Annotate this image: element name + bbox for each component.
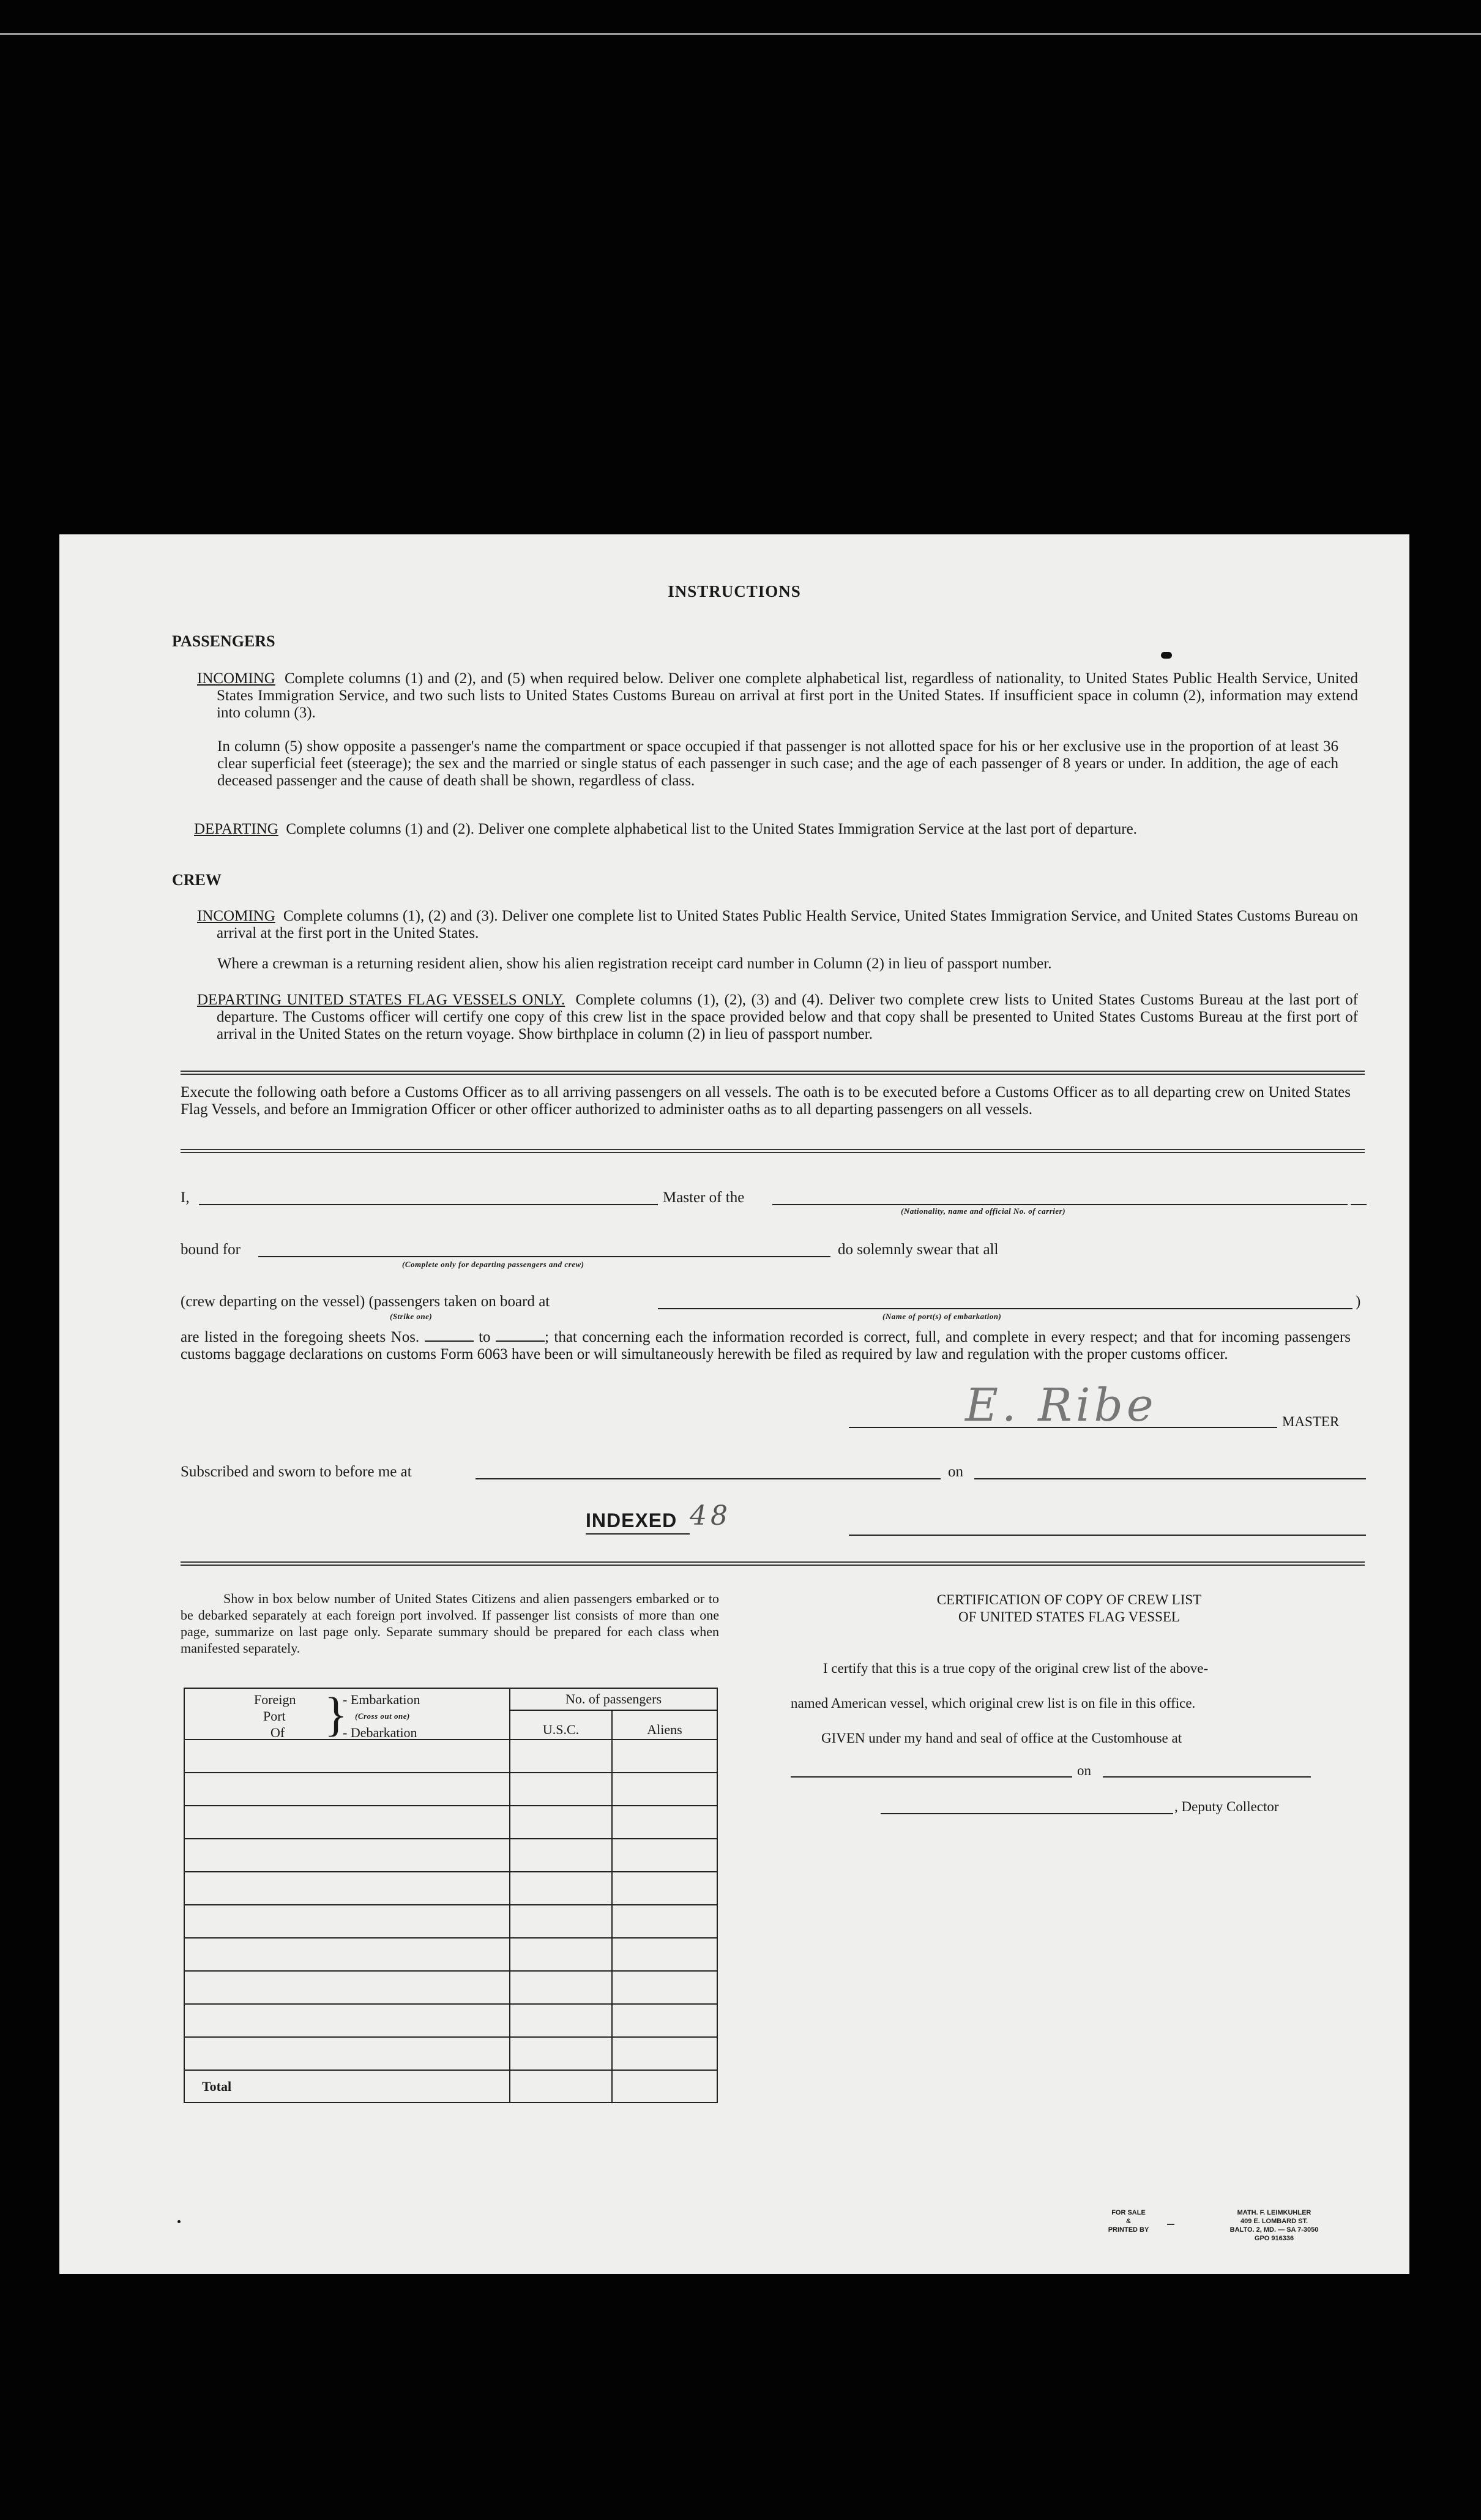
aliens-cell[interactable]: [612, 1740, 717, 1773]
summary-row: [184, 1905, 717, 1938]
aliens-header: Aliens: [612, 1710, 717, 1740]
section-divider: [181, 1071, 1365, 1075]
summary-instructions: Show in box below number of United States Citizens and alien passengers embarked or to be debarked separately at each foreign port involved. If passenger list consists of more than one page, summarize on last page only. Separate summary should be prepared for each class when manifested separately.: [181, 1591, 719, 1656]
listed-prefix: are listed in the foregoing sheets Nos.: [181, 1329, 420, 1345]
certification-text2: named American vessel, which original crew list is on file in this office.: [791, 1696, 1196, 1711]
passengers-column5-paragraph: In column (5) show opposite a passenger's name the compartment or space occupied if that passenger is not allotted space for his or her exclusive use in the proportion of at least 36 clear superficial feet (steerage); the sex and the married or single status of each passenger in such case; and the age of each passenger of 8 years or under. In addition, the age of each deceased passenger and the cause of death shall be shown, regardless of class.: [217, 738, 1338, 789]
listed-rest: ; that concerning each the information recorded is correct, full, and complete in every respect; and that for incoming passengers customs baggage declarations on customs Form 6063 have been or will simultaneously herewith be filed as required by law and regulation with the proper customs officer.: [181, 1329, 1351, 1363]
printer-city: BALTO. 2, MD. — SA 7-3050: [1229, 2226, 1319, 2234]
aliens-cell[interactable]: [612, 1905, 717, 1938]
page-title: INSTRUCTIONS: [668, 582, 801, 600]
indexed-stamp: INDEXED: [586, 1509, 677, 1531]
printer-dash: [1167, 2224, 1174, 2225]
master-signature: E. Ribe: [965, 1379, 1157, 1432]
usc-cell[interactable]: [510, 1872, 612, 1905]
strike-note: (Strike one): [390, 1312, 433, 1321]
subscribed-label: Subscribed and sworn to before me at: [181, 1464, 412, 1480]
deputy-collector-label: , Deputy Collector: [1174, 1799, 1279, 1814]
usc-cell[interactable]: [510, 1938, 612, 1971]
ink-blot-mark: [1161, 652, 1172, 659]
aliens-cell[interactable]: [612, 1971, 717, 2004]
sheet-to-field[interactable]: [496, 1340, 545, 1342]
listed-paragraph: [181, 1329, 1351, 1363]
port-cell[interactable]: [184, 1839, 510, 1872]
summary-row: [184, 1971, 717, 2004]
listed-to: to: [479, 1329, 491, 1345]
printer-printed-by: PRINTED BY: [1108, 2226, 1149, 2234]
close-paren: ): [1356, 1293, 1361, 1310]
customhouse-field[interactable]: [791, 1776, 1072, 1778]
port-cell[interactable]: [184, 1938, 510, 1971]
aliens-cell[interactable]: [612, 1938, 717, 1971]
sworn-date-field[interactable]: [974, 1478, 1366, 1479]
indexed-handwritten-mark: 48: [690, 1500, 731, 1531]
port-cell[interactable]: [184, 1773, 510, 1806]
summary-row: [184, 1872, 717, 1905]
port-cell[interactable]: [184, 1905, 510, 1938]
port-cell[interactable]: [184, 2037, 510, 2070]
aliens-cell[interactable]: [612, 1806, 717, 1839]
section-divider: [181, 1149, 1365, 1153]
usc-cell[interactable]: [510, 1740, 612, 1773]
crew-incoming-text: Complete columns (1), (2) and (3). Deliver one complete list to United States Public Health Service, United States Immigration Service, and United States Customs Bureau on arrival at the first port in the United States.: [217, 908, 1358, 941]
deputy-collector-signature-field[interactable]: [881, 1813, 1173, 1814]
summary-row: [184, 1806, 717, 1839]
crew-incoming-paragraph: [197, 908, 1358, 942]
dot-mark: [177, 2220, 181, 2223]
printer-name: MATH. F. LEIMKUHLER: [1237, 2209, 1311, 2216]
brace-symbol: }: [324, 1688, 348, 1741]
aliens-cell[interactable]: [612, 2004, 717, 2037]
usc-cell[interactable]: [510, 2004, 612, 2037]
passengers-departing-paragraph: [194, 821, 1359, 838]
carrier-note: (Nationality, name and official No. of carrier): [901, 1206, 1066, 1216]
bound-for-field[interactable]: [258, 1256, 830, 1257]
certification-heading-line2: OF UNITED STATES FLAG VESSEL: [958, 1609, 1180, 1625]
passengers-incoming-text: Complete columns (1) and (2), and (5) when required below. Deliver one complete alphabetical list, regardless of nationality, to United States Public Health Service, United States Immigration Service, and two such lists to United States Customs Bureau on arrival at first port in the United States. If insufficient space in column (2), information may extend into column (3).: [217, 670, 1359, 721]
crew-resident-paragraph: Where a crewman is a returning resident alien, show his alien registration receipt card number in Column (2) in lieu of passport number.: [217, 955, 1052, 972]
printer-gpo: GPO 916336: [1254, 2235, 1294, 2242]
port-cell[interactable]: [184, 1806, 510, 1839]
certification-text1: I certify that this is a true copy of the original crew list of the above-: [823, 1661, 1209, 1676]
cross-out-note: (Cross out one): [355, 1711, 410, 1721]
sheet-from-field[interactable]: [425, 1340, 474, 1342]
aliens-cell[interactable]: [612, 2037, 717, 2070]
summary-row: [184, 1839, 717, 1872]
crew-departing-label: (crew departing on the vessel) (passengers taken on board at: [181, 1293, 550, 1310]
oath-i-label: I,: [181, 1189, 190, 1206]
foreign-port-header: [184, 1688, 510, 1740]
passengers-heading: PASSENGERS: [172, 632, 275, 650]
port-label: Port: [263, 1708, 286, 1724]
total-usc-cell[interactable]: [510, 2070, 612, 2103]
aliens-cell[interactable]: [612, 1839, 717, 1872]
certification-heading-line1: CERTIFICATION OF COPY OF CREW LIST: [936, 1592, 1202, 1607]
summary-body: [184, 1740, 717, 2070]
sworn-on-label: on: [948, 1464, 963, 1480]
summary-row: [184, 1740, 717, 1773]
foreign-label: Foreign: [254, 1692, 296, 1707]
printer-right: [1201, 2208, 1348, 2243]
usc-cell[interactable]: [510, 1806, 612, 1839]
certification-heading: [788, 1591, 1351, 1626]
crew-heading: CREW: [172, 871, 222, 889]
printer-ampersand: &: [1126, 2218, 1131, 2225]
swear-label: do solemnly swear that all: [838, 1241, 999, 1258]
officer-signature-line[interactable]: [849, 1535, 1366, 1536]
summary-row: [184, 2004, 717, 2037]
usc-cell[interactable]: [510, 1971, 612, 2004]
master-signature-line[interactable]: [849, 1427, 1277, 1428]
oath-instruction-paragraph: Execute the following oath before a Customs Officer as to all arriving passengers on all vessels. The oath is to be executed before a Customs Officer as to all departing crew on United States Flag Vessels, and before an Immigration Officer or other officer authorized to administer oaths as to all departing passengers on all vessels.: [181, 1084, 1351, 1118]
aliens-cell[interactable]: [612, 1773, 717, 1806]
passenger-summary-table: [184, 1688, 718, 2103]
port-cell[interactable]: [184, 1872, 510, 1905]
usc-header: U.S.C.: [510, 1710, 612, 1740]
usc-cell[interactable]: [510, 1839, 612, 1872]
departing-note: (Complete only for departing passengers and crew): [402, 1260, 584, 1269]
crew-departing-text: Complete columns (1), (2), (3) and (4). Deliver two complete crew lists to United States Customs Bureau at the last port of departure. The Customs officer will certify one copy of this crew list in the space provided below and that copy shall be presented to United States Customs Bureau at the first port of arrival in the United States on the return voyage. Show birthplace in column (2) in lieu of passport number.: [217, 992, 1358, 1042]
usc-cell[interactable]: [510, 1773, 612, 1806]
port-cell[interactable]: [184, 1740, 510, 1773]
printer-left: [1101, 2208, 1156, 2234]
debarkation-label: - Debarkation: [343, 1725, 417, 1740]
sworn-place-field[interactable]: [476, 1478, 941, 1479]
master-of-the-label: Master of the: [663, 1189, 745, 1206]
usc-cell[interactable]: [510, 2037, 612, 2070]
summary-row: [184, 2037, 717, 2070]
section-divider: [181, 1561, 1365, 1566]
passengers-incoming-label: INCOMING: [197, 670, 275, 687]
bound-for-label: bound for: [181, 1241, 241, 1258]
total-aliens-cell[interactable]: [612, 2070, 717, 2103]
total-row: [184, 2070, 717, 2103]
top-edge-line: [0, 33, 1481, 35]
printer-street: 409 E. LOMBARD ST.: [1240, 2218, 1308, 2225]
certification-date-field[interactable]: [1103, 1776, 1311, 1778]
no-passengers-header: No. of passengers: [510, 1688, 717, 1710]
carrier-field[interactable]: [772, 1204, 1348, 1205]
summary-row: [184, 1938, 717, 1971]
passengers-departing-text: Complete columns (1) and (2). Deliver one complete alphabetical list to the United States Immigration Service at the last port of departure.: [286, 821, 1137, 837]
summary-row: [184, 1773, 717, 1806]
passengers-incoming-paragraph: [197, 670, 1358, 722]
certification-text3: GIVEN under my hand and seal of office at the Customhouse at: [821, 1730, 1182, 1746]
certification-on-label: on: [1077, 1763, 1091, 1778]
passengers-departing-label: DEPARTING: [194, 821, 278, 837]
master-name-field[interactable]: [199, 1204, 658, 1205]
port-cell[interactable]: [184, 2004, 510, 2037]
total-label: Total: [184, 2070, 510, 2103]
aliens-cell[interactable]: [612, 1872, 717, 1905]
port-cell[interactable]: [184, 1971, 510, 2004]
crew-departing-paragraph: [197, 992, 1358, 1043]
indexed-stamp-underline: [586, 1533, 690, 1535]
master-label: MASTER: [1282, 1414, 1340, 1429]
form-page: [59, 534, 1409, 2274]
usc-cell[interactable]: [510, 1905, 612, 1938]
ports-note: (Name of port(s) of embarkation): [882, 1312, 1002, 1321]
embarkation-label: - Embarkation: [343, 1692, 420, 1707]
of-label: Of: [270, 1725, 285, 1740]
crew-incoming-label: INCOMING: [197, 908, 275, 924]
printer-for-sale: FOR SALE: [1111, 2209, 1146, 2216]
embarkation-ports-field[interactable]: [658, 1308, 1352, 1309]
crew-departing-label: DEPARTING UNITED STATES FLAG VESSELS ONLY.: [197, 992, 565, 1008]
carrier-field-extension: [1351, 1204, 1367, 1205]
